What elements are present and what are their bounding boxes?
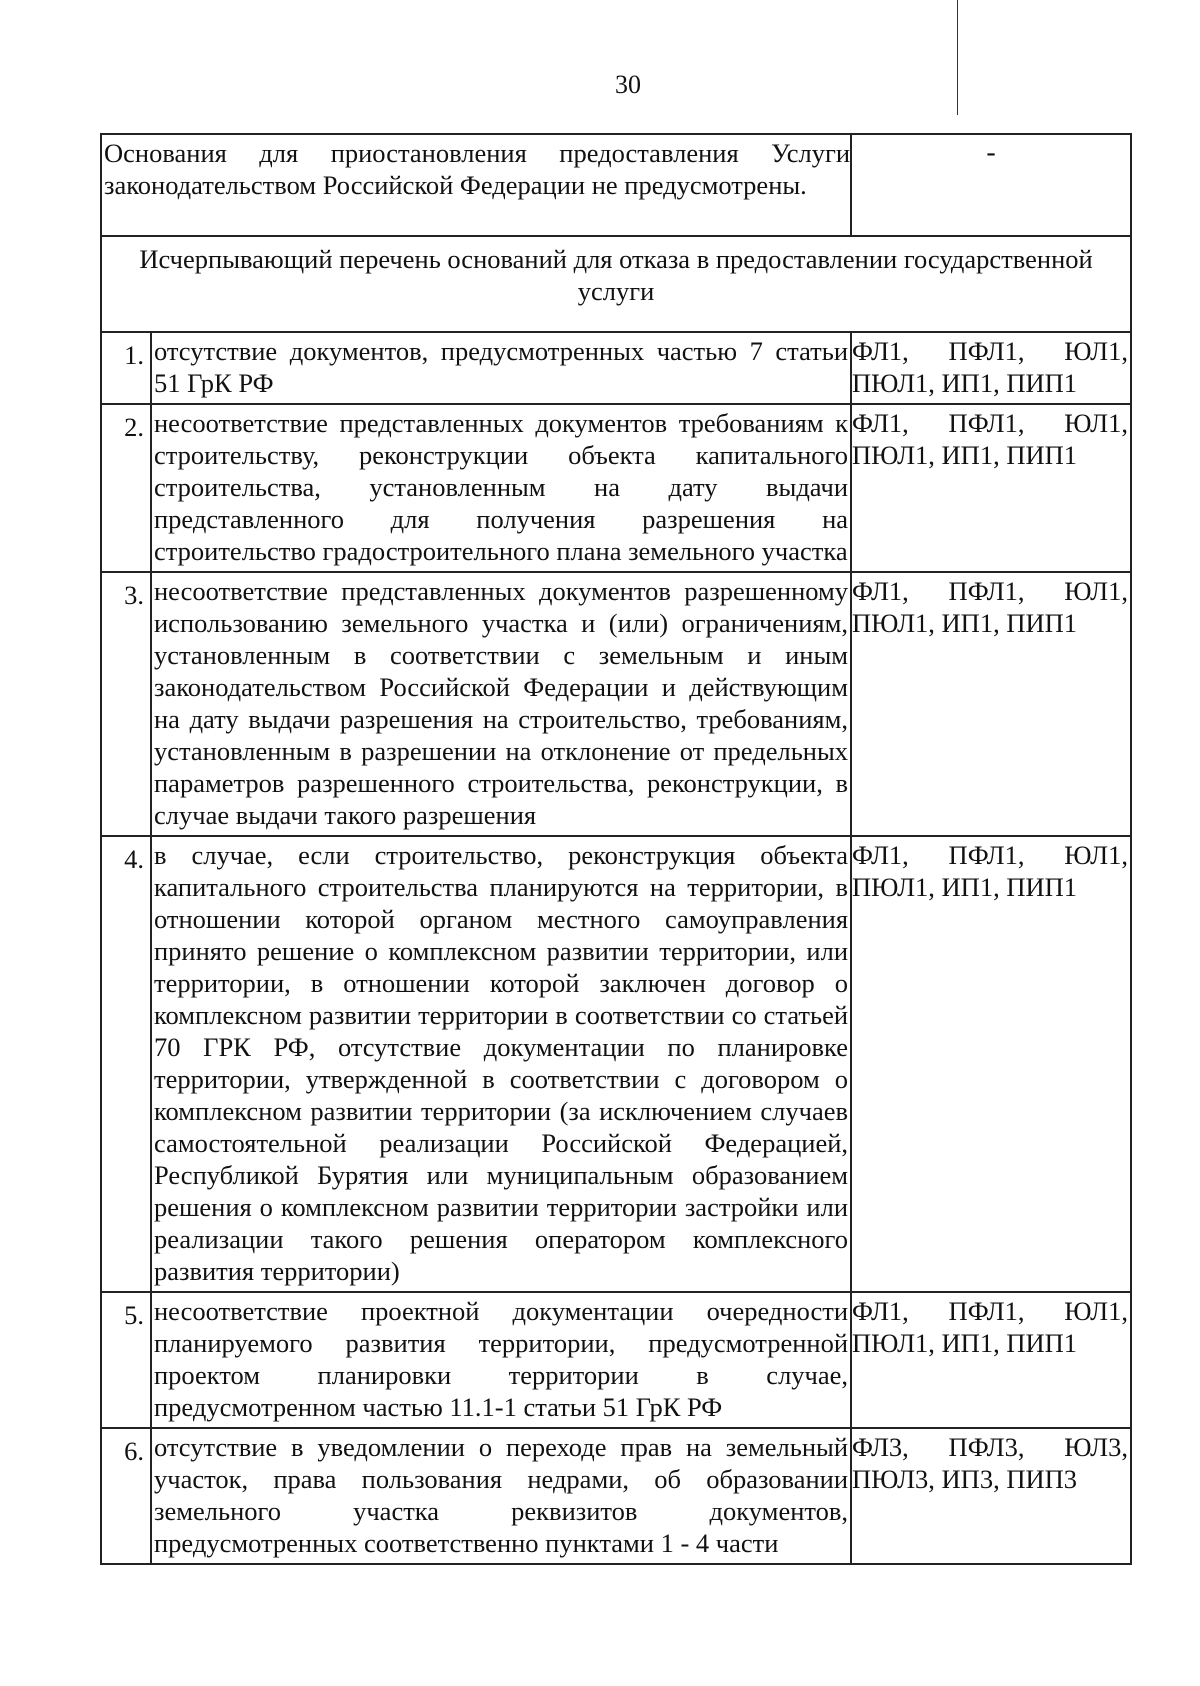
row-text: отсутствие документов, предусмотренных частью 7 статьи 51 ГрК РФ (151, 332, 851, 404)
codes-line-2: ПЮЛ3, ИП3, ПИП3 (852, 1464, 1077, 1494)
row-number: 6. (101, 1428, 151, 1564)
suspension-row (101, 134, 1131, 236)
row-codes (851, 1292, 1131, 1428)
suspension-value: - (851, 134, 1131, 236)
row-codes (851, 332, 1131, 404)
row-number: 5. (101, 1292, 151, 1428)
row-text: несоответствие проектной документации очередности планируемого развития территории, предусмотренной проектом планировки территории в случае, предусмотренном частью 11.1-1 статьи 51 ГрК РФ (151, 1292, 851, 1428)
codes-line-2: ПЮЛ1, ИП1, ПИП1 (852, 872, 1077, 902)
row-text: в случае, если строительство, реконструкция объекта капитального строительства планируются на территории, в отношении которой органом местного самоуправления принято решение о комплексном развитии территории, или территории, в отношении которой заключен договор о комплексном развитии территории в соответствии со статьей 70 ГРК РФ, отсутствие документации по планировке территории, утвержденной в соответствии с договором о комплексном развитии территории (за исключением случаев самостоятельной реализации Российской Федерацией, Республикой Бурятия или муниципальным образованием решения о комплексном развитии территории застройки или реализации такого решения оператором комплексного развития территории) (151, 836, 851, 1292)
codes-line-2: ПЮЛ1, ИП1, ПИП1 (852, 1328, 1077, 1358)
page-number: 30 (615, 70, 641, 99)
codes-line-1: ФЛ1, ПФЛ1, ЮЛ1, (852, 840, 1129, 870)
scan-artifact-line (957, 0, 958, 115)
row-number: 1. (101, 332, 151, 404)
table-row (101, 836, 1131, 1292)
table-row (101, 404, 1131, 572)
row-number: 3. (101, 572, 151, 836)
row-number: 2. (101, 404, 151, 572)
codes-line-2: ПЮЛ1, ИП1, ПИП1 (852, 440, 1077, 470)
table-row (101, 332, 1131, 404)
row-codes (851, 404, 1131, 572)
row-text: несоответствие представленных документов требованиям к строительству, реконструкции объекта капитального строительства, установленным на дату выдачи представленного для получения разрешения на строительство градостроительного плана земельного участка (151, 404, 851, 572)
table-row (101, 572, 1131, 836)
section-title: Исчерпывающий перечень оснований для отказа в предоставлении государственной услуги (101, 236, 1131, 332)
row-codes (851, 572, 1131, 836)
row-number: 4. (101, 836, 151, 1292)
table-row (101, 1292, 1131, 1428)
row-text: отсутствие в уведомлении о переходе прав на земельный участок, права пользования недрами, об образовании земельного участка реквизитов документов, предусмотренных соответственно пунктами 1 - 4 части (151, 1428, 851, 1564)
codes-line-1: ФЛ1, ПФЛ1, ЮЛ1, (852, 408, 1129, 438)
row-codes (851, 1428, 1131, 1564)
grounds-table (100, 133, 1132, 1565)
row-text: несоответствие представленных документов разрешенному использованию земельного участка и (или) ограничениям, установленным в соответствии с земельным и иным законодательством Российской Федерации и действующим на дату выдачи разрешения на строительство, требованиям, установленным в разрешении на отклонение от предельных параметров разрешенного строительства, реконструкции, в случае выдачи такого разрешения (151, 572, 851, 836)
section-row (101, 236, 1131, 332)
table-row (101, 1428, 1131, 1564)
suspension-text: Основания для приостановления предоставления Услуги законодательством Российской Федерации не предусмотрены. (101, 134, 851, 236)
codes-line-1: ФЛ1, ПФЛ1, ЮЛ1, (852, 576, 1129, 606)
codes-line-1: ФЛ1, ПФЛ1, ЮЛ1, (852, 1296, 1129, 1326)
codes-line-2: ПЮЛ1, ИП1, ПИП1 (852, 368, 1077, 398)
codes-line-1: ФЛ1, ПФЛ1, ЮЛ1, (852, 336, 1129, 366)
row-codes (851, 836, 1131, 1292)
codes-line-1: ФЛ3, ПФЛ3, ЮЛ3, (852, 1432, 1129, 1462)
codes-line-2: ПЮЛ1, ИП1, ПИП1 (852, 608, 1077, 638)
